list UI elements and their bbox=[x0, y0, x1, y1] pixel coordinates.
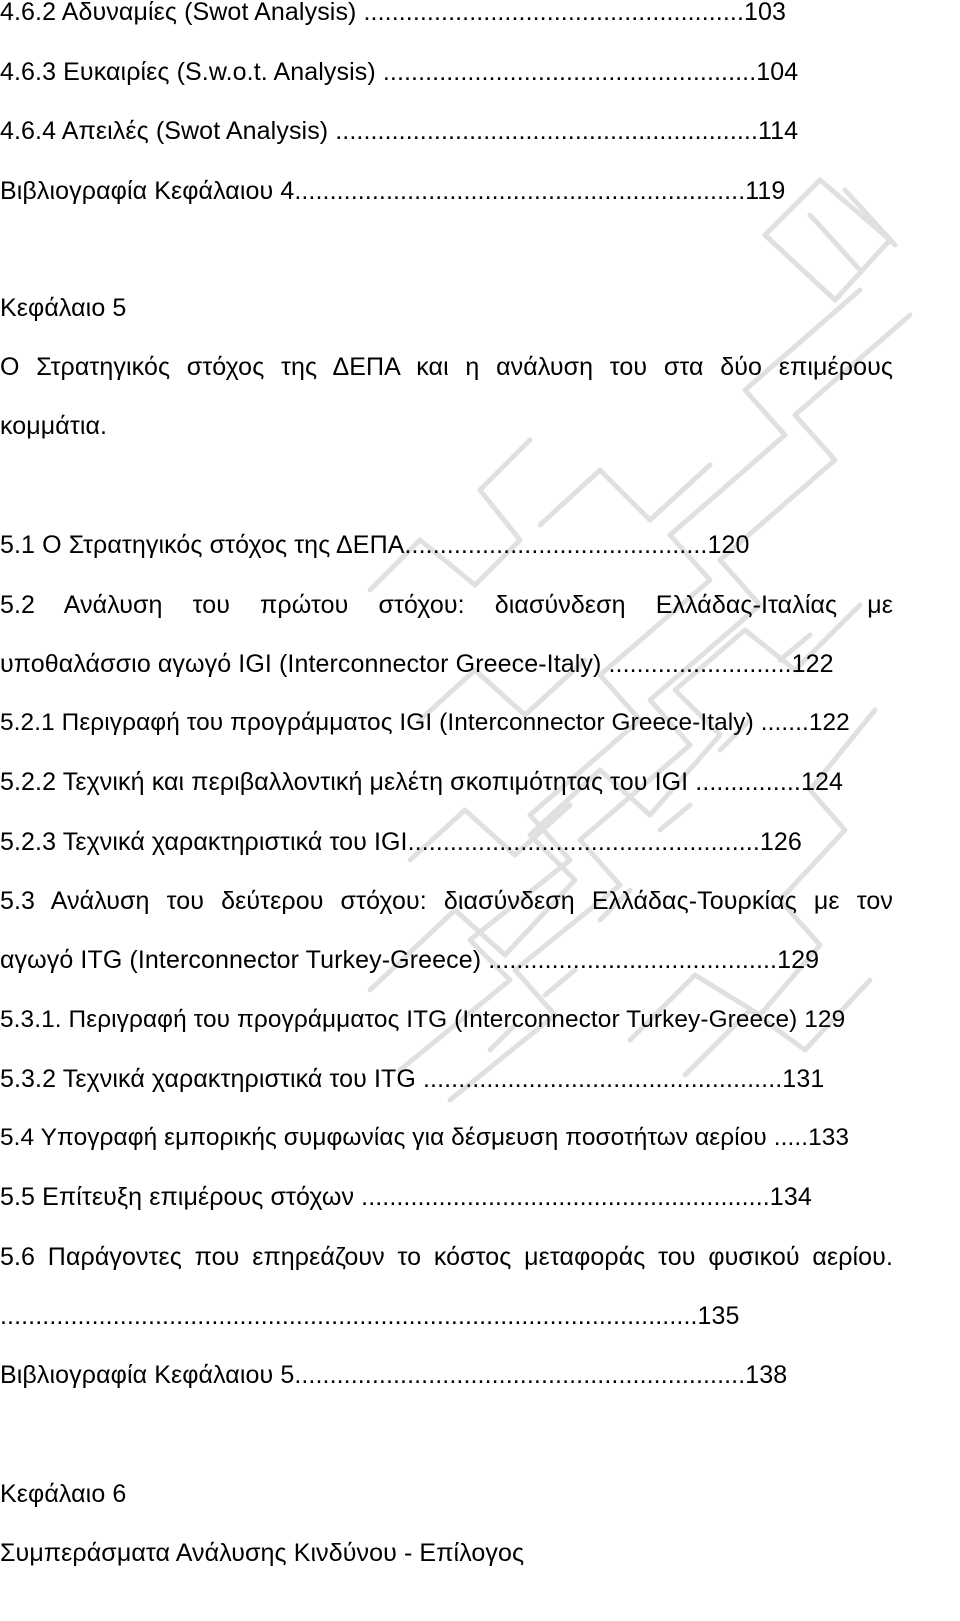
chapter-title: Ο Στρατηγικός στόχος της ΔΕΠΑ και η ανάλυση του στα δύο επιμέρους bbox=[0, 353, 893, 381]
chapter-heading: Κεφάλαιο 5 bbox=[0, 294, 127, 322]
toc-entry: 4.6.2 Αδυναμίες (Swot Analysis) ......................................................103 bbox=[0, 0, 786, 26]
toc-entry: 5.2.1 Περιγραφή του προγράμματος IGI (Interconnector Greece-Italy) .......122 bbox=[0, 709, 850, 736]
toc-entry: 5.4 Υπογραφή εμπορικής συμφωνίας για δέσμευση ποσοτήτων αερίου .....133 bbox=[0, 1124, 850, 1151]
toc-entry: 5.3.1. Περιγραφή του προγράμματος ITG (Interconnector Turkey-Greece) 129 bbox=[0, 1006, 846, 1033]
chapter-title: Συμπεράσματα Ανάλυσης Κινδύνου - Επίλογος bbox=[0, 1539, 525, 1567]
toc-entry: 5.1 Ο Στρατηγικός στόχος της ΔΕΠΑ...........................................120 bbox=[0, 531, 750, 559]
toc-entry: 5.3.2 Τεχνικά χαρακτηριστικά του ITG ...................................................131 bbox=[0, 1065, 825, 1093]
toc-entry: 5.5 Επίτευξη επιμέρους στόχων ..........................................................134 bbox=[0, 1183, 812, 1211]
toc-entry: Βιβλιογραφία Κεφάλαιου 4................................................................119 bbox=[0, 177, 786, 205]
toc-entry: 5.3 Ανάλυση του δεύτερου στόχου: διασύνδεση Ελλάδας-Τουρκίας με τον bbox=[0, 887, 893, 915]
chapter-title-continuation: κομμάτια. bbox=[0, 412, 108, 440]
toc-entry: 4.6.3 Ευκαιρίες (S.w.o.t. Analysis) .....................................................104 bbox=[0, 58, 799, 86]
toc-entry: 5.6 Παράγοντες που επηρεάζουν το κόστος μεταφοράς του φυσικού αερίου. bbox=[0, 1243, 893, 1271]
toc-entry-continuation: ...................................................................................................135 bbox=[0, 1302, 740, 1330]
toc-entry: 5.2.3 Τεχνικά χαρακτηριστικά του IGI..................................................126 bbox=[0, 828, 802, 856]
chapter-heading: Κεφάλαιο 6 bbox=[0, 1480, 127, 1508]
toc-entry-continuation: υποθαλάσσιο αγωγό IGI (Interconnector Greece-Italy) ..........................122 bbox=[0, 650, 834, 678]
toc-entry: 4.6.4 Απειλές (Swot Analysis) ............................................................114 bbox=[0, 117, 799, 145]
toc-entry: 5.2 Ανάλυση του πρώτου στόχου: διασύνδεση Ελλάδας-Ιταλίας με bbox=[0, 591, 893, 619]
toc-entry-continuation: αγωγό ITG (Interconnector Turkey-Greece) .........................................129 bbox=[0, 946, 820, 974]
toc-entry: 5.2.2 Τεχνική και περιβαλλοντική μελέτη σκοπιμότητας του IGI ...............124 bbox=[0, 768, 843, 796]
toc-entry: Βιβλιογραφία Κεφάλαιου 5................................................................138 bbox=[0, 1361, 788, 1389]
